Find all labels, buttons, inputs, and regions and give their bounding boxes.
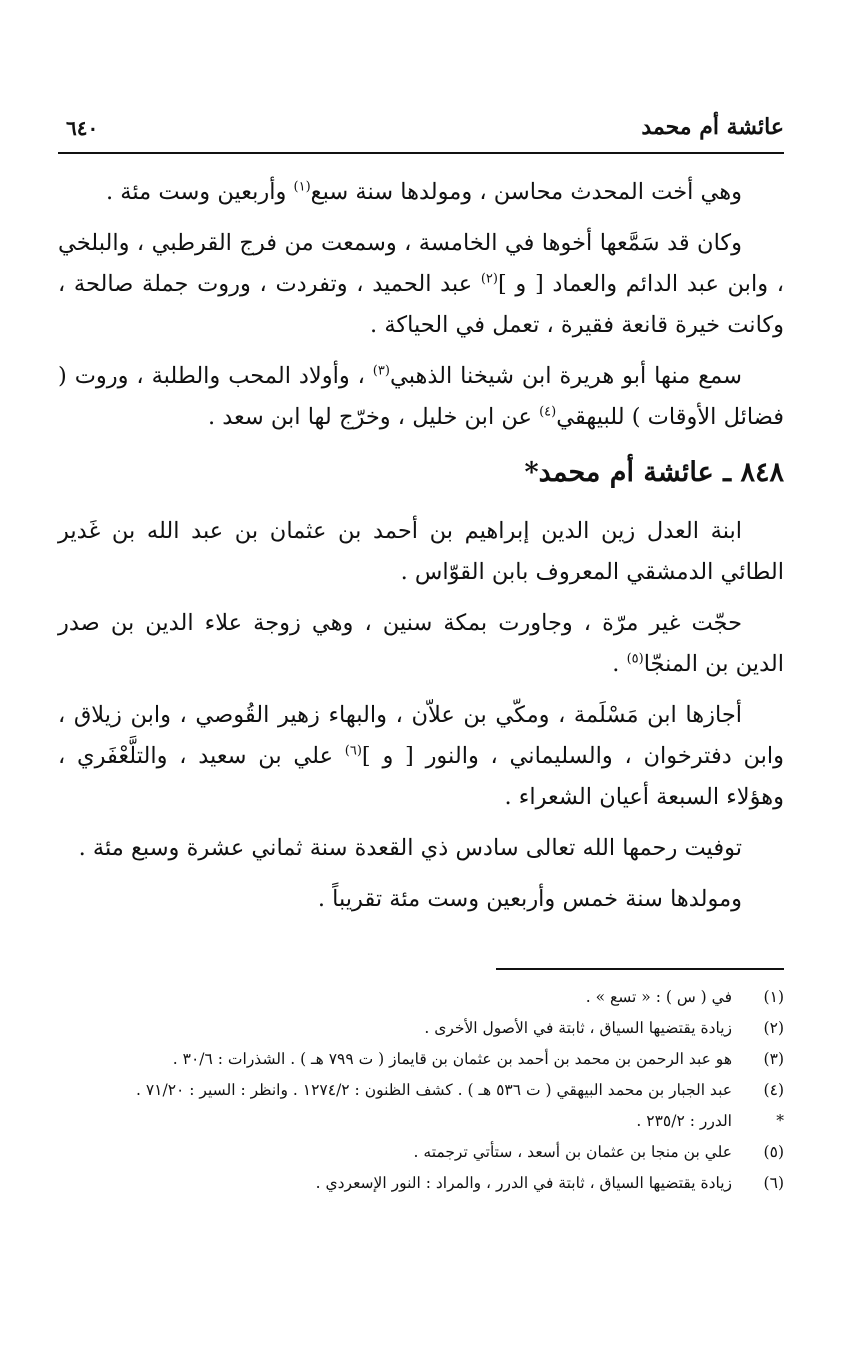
footnote-text: هو عبد الرحمن بن محمد بن أحمد بن عثمان بن قايماز ( ت ٧٩٩ هـ ) . الشذرات : ٣٠/٦ . [172, 1050, 732, 1068]
footnote-text: علي بن منجا بن عثمان بن أسعد ، ستأتي ترجمته . [413, 1143, 732, 1161]
running-title: عائشة أم محمد [641, 114, 784, 140]
paragraph-2 [58, 223, 784, 346]
paragraph-3-text-c: عن ابن خليل ، وخرّج لها ابن سعد . [207, 404, 532, 430]
paragraph-6-text-b: علي بن سعيد ، والتلَّعْفَري ، وهؤلاء السبعة أعيان الشعراء . [58, 743, 784, 810]
footnote-number: * [776, 1112, 784, 1130]
paragraph-3-text-b: ، وأولاد المحب والطلبة ، وروت ( فضائل الأوقات ) للبيهقي [58, 363, 784, 430]
footnote-number: (٦) [763, 1174, 784, 1192]
footnote-item [58, 1137, 784, 1168]
footnote-divider [496, 968, 784, 970]
footnote-text: زيادة يقتضيها السياق ، ثابتة في الدرر ، والمراد : النور الإسعردي . [315, 1174, 732, 1192]
paragraph-1-text-a: وهي أخت المحدث محاسن ، ومولدها سنة سبع [310, 179, 742, 205]
main-text [58, 172, 784, 930]
footnote-ref-1: (١) [293, 179, 311, 195]
footnote-ref-5: (٥) [626, 651, 644, 667]
footnote-number: (١) [763, 988, 784, 1006]
page-number: ٦٤٠ [66, 116, 99, 140]
footnote-ref-4: (٤) [539, 404, 557, 420]
paragraph-3-text-a: سمع منها أبو هريرة ابن شيخنا الذهبي [389, 363, 742, 389]
paragraph-5-text-b: . [612, 651, 620, 677]
footnote-ref-3: (٣) [372, 363, 390, 379]
footnote-ref-6: (٦) [344, 743, 362, 759]
footnote-number: (٣) [763, 1050, 784, 1068]
paragraph-2-text-b: عبد الحميد ، وتفردت ، وروت جملة صالحة ، وكانت خيرة قانعة فقيرة ، تعمل في الحياكة . [58, 271, 784, 338]
footnote-item [58, 1075, 784, 1106]
paragraph-6-text-a: أجازها ابن مَسْلَمة ، ومكّي بن علاّن ، والبهاء زهير القُوصي ، وابن زيلاق ، وابن دفترخوان ، والسليماني ، والنور [ و ] [58, 702, 784, 769]
footnote-number: (٥) [763, 1143, 784, 1161]
footnote-text: زيادة يقتضيها السياق ، ثابتة في الأصول الأخرى . [424, 1019, 732, 1037]
footnote-ref-2: (٢) [480, 271, 498, 287]
paragraph-4: ابنة العدل زين الدين إبراهيم بن أحمد بن عثمان بن عبد الله بن غَدير الطائي الدمشقي المعروف بابن القوّاس . [58, 518, 784, 585]
paragraph-5-text-a: حجّت غير مرّة ، وجاورت بمكة سنين ، وهي زوجة علاء الدين بن صدر الدين بن المنجّا [58, 610, 784, 677]
footnote-item [58, 1106, 784, 1137]
paragraph-7: توفيت رحمها الله تعالى سادس ذي القعدة سنة ثماني عشرة وسبع مئة . [78, 835, 742, 861]
page-header [58, 112, 784, 154]
paragraph-1 [58, 172, 784, 213]
paragraph-6 [58, 695, 784, 818]
footnote-number: (٢) [763, 1019, 784, 1037]
book-page [58, 0, 784, 1372]
footnote-item [58, 1168, 784, 1199]
entry-heading: ٨٤٨ ـ عائشة أم محمد* [524, 457, 784, 488]
footnote-item [58, 1013, 784, 1044]
footnotes [58, 982, 784, 1199]
footnote-text: في ( س ) : « تسع » . [585, 988, 732, 1006]
paragraph-3 [58, 356, 784, 438]
footnote-text: الدرر : ٢٣٥/٢ . [636, 1112, 732, 1130]
paragraph-8: ومولدها سنة خمس وأربعين وست مئة تقريباً . [317, 886, 742, 912]
footnote-number: (٤) [763, 1081, 784, 1099]
paragraph-2-text-a: وكان قد سَمَّعها أخوها في الخامسة ، وسمعت من فرج القرطبي ، والبلخي ، وابن عبد الدائم والعماد [ و ] [58, 230, 784, 297]
paragraph-5 [58, 603, 784, 685]
footnote-text: عبد الجبار بن محمد البيهقي ( ت ٥٣٦ هـ ) . كشف الظنون : ١٢٧٤/٢ . وانظر : السير : ٧١/٢٠ . [135, 1081, 732, 1099]
footnote-item [58, 1044, 784, 1075]
paragraph-1-text-b: وأربعين وست مئة . [106, 179, 287, 205]
footnote-item [58, 982, 784, 1013]
